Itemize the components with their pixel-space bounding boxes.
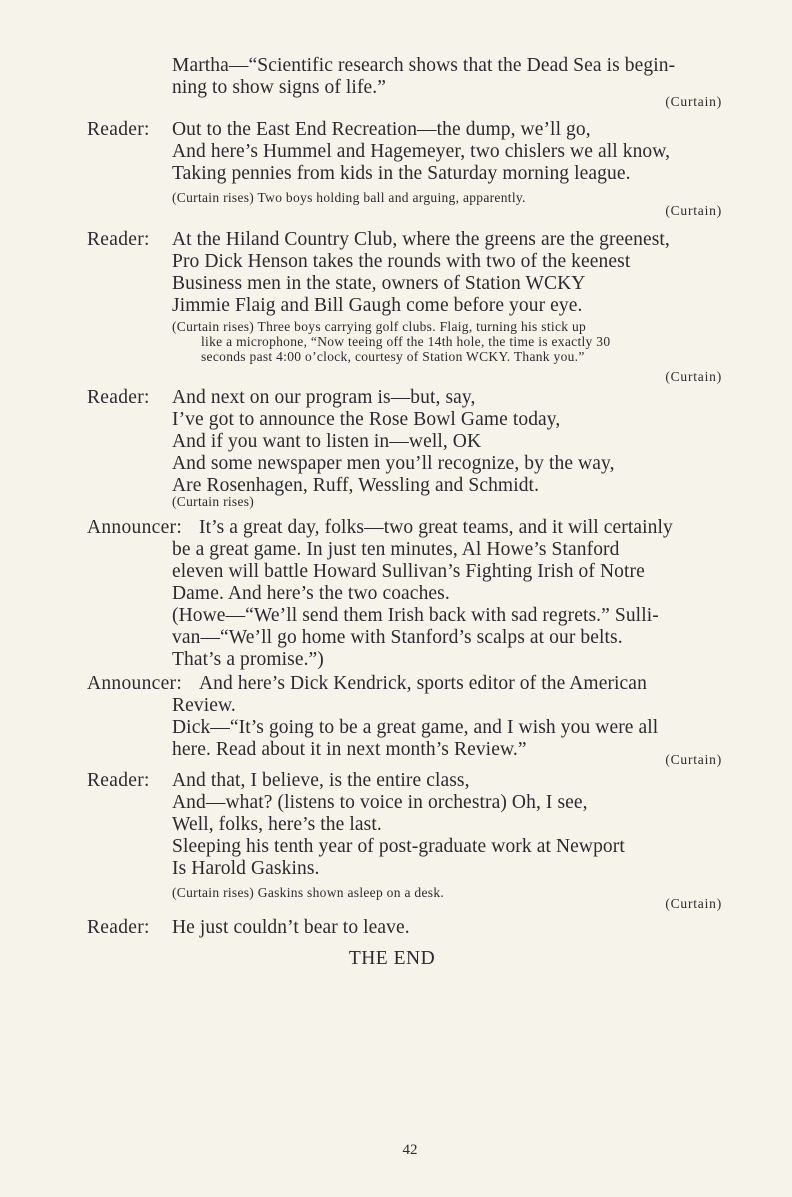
- text-line: Dick—“It’s going to be a great game, and I wish you were all: [172, 717, 659, 738]
- text-line: Taking pennies from kids in the Saturday morning league.: [172, 163, 631, 184]
- text-line: And here’s Hummel and Hagemeyer, two chislers we all know,: [172, 141, 671, 162]
- text-line: Dame. And here’s the two coaches.: [172, 583, 450, 604]
- text-line: ning to show signs of life.”: [172, 77, 387, 98]
- text-line: Is Harold Gaskins.: [172, 858, 320, 879]
- curtain-cue: (Curtain): [665, 203, 722, 218]
- stage-direction: (Curtain rises): [172, 494, 255, 509]
- text-line: And that, I believe, is the entire class,: [172, 770, 470, 791]
- text-line: Out to the East End Recreation—the dump, we’ll go,: [172, 119, 591, 140]
- text-line: (Howe—“We’ll send them Irish back with sad regrets.” Sulli-: [172, 605, 659, 626]
- speaker-label: Announcer:: [87, 517, 183, 538]
- curtain-cue: (Curtain): [665, 896, 722, 911]
- text-line: Are Rosenhagen, Ruff, Wessling and Schmidt.: [172, 475, 540, 496]
- speaker-label: Reader:: [87, 229, 150, 250]
- text-line: Martha—“Scientific research shows that the Dead Sea is begin-: [172, 55, 676, 76]
- text-line: Pro Dick Henson takes the rounds with two of the keenest: [172, 251, 631, 272]
- text-line: van—“We’ll go home with Stanford’s scalps at our belts.: [172, 627, 623, 648]
- speaker-label: Reader:: [87, 917, 150, 938]
- stage-direction: (Curtain rises) Gaskins shown asleep on a desk.: [172, 885, 445, 900]
- text-line: It’s a great day, folks—two great teams, and it will certainly: [199, 517, 673, 538]
- text-line: eleven will battle Howard Sullivan’s Fighting Irish of Notre: [172, 561, 645, 582]
- text-line: Review.: [172, 695, 236, 716]
- text-line: That’s a promise.”): [172, 649, 324, 670]
- the-end-heading: THE END: [348, 948, 436, 969]
- text-line: And some newspaper men you’ll recognize, by the way,: [172, 453, 615, 474]
- stage-direction: (Curtain rises) Two boys holding ball and arguing, apparently.: [172, 190, 526, 205]
- text-line: And next on our program is—but, say,: [172, 387, 476, 408]
- text-line: Sleeping his tenth year of post-graduate work at Newport: [172, 836, 625, 857]
- text-line: here. Read about it in next month’s Review.”: [172, 739, 527, 760]
- text-line: And here’s Dick Kendrick, sports editor of the American: [199, 673, 647, 694]
- curtain-cue: (Curtain): [665, 369, 722, 384]
- speaker-label: Announcer:: [87, 673, 183, 694]
- text-line: Well, folks, here’s the last.: [172, 814, 382, 835]
- text-line: And if you want to listen in—well, OK: [172, 431, 482, 452]
- speaker-label: Reader:: [87, 770, 150, 791]
- speaker-label: Reader:: [87, 387, 150, 408]
- text-line: I’ve got to announce the Rose Bowl Game today,: [172, 409, 561, 430]
- text-line: And—what? (listens to voice in orchestra) Oh, I see,: [172, 792, 588, 813]
- speaker-label: Reader:: [87, 119, 150, 140]
- stage-direction: seconds past 4:00 o’clock, courtesy of Station WCKY. Thank you.”: [201, 349, 585, 364]
- stage-direction: (Curtain rises) Three boys carrying golf clubs. Flaig, turning his stick up: [172, 319, 587, 334]
- curtain-cue: (Curtain): [665, 94, 722, 109]
- page-number: 42: [402, 1142, 418, 1158]
- text-line: He just couldn’t bear to leave.: [172, 917, 410, 938]
- text-line: Jimmie Flaig and Bill Gaugh come before your eye.: [172, 295, 583, 316]
- text-line: At the Hiland Country Club, where the greens are the greenest,: [172, 229, 670, 250]
- text-line: Business men in the state, owners of Station WCKY: [172, 273, 586, 294]
- text-line: be a great game. In just ten minutes, Al Howe’s Stanford: [172, 539, 620, 560]
- stage-direction: like a microphone, “Now teeing off the 14th hole, the time is exactly 30: [201, 334, 611, 349]
- curtain-cue: (Curtain): [665, 752, 722, 767]
